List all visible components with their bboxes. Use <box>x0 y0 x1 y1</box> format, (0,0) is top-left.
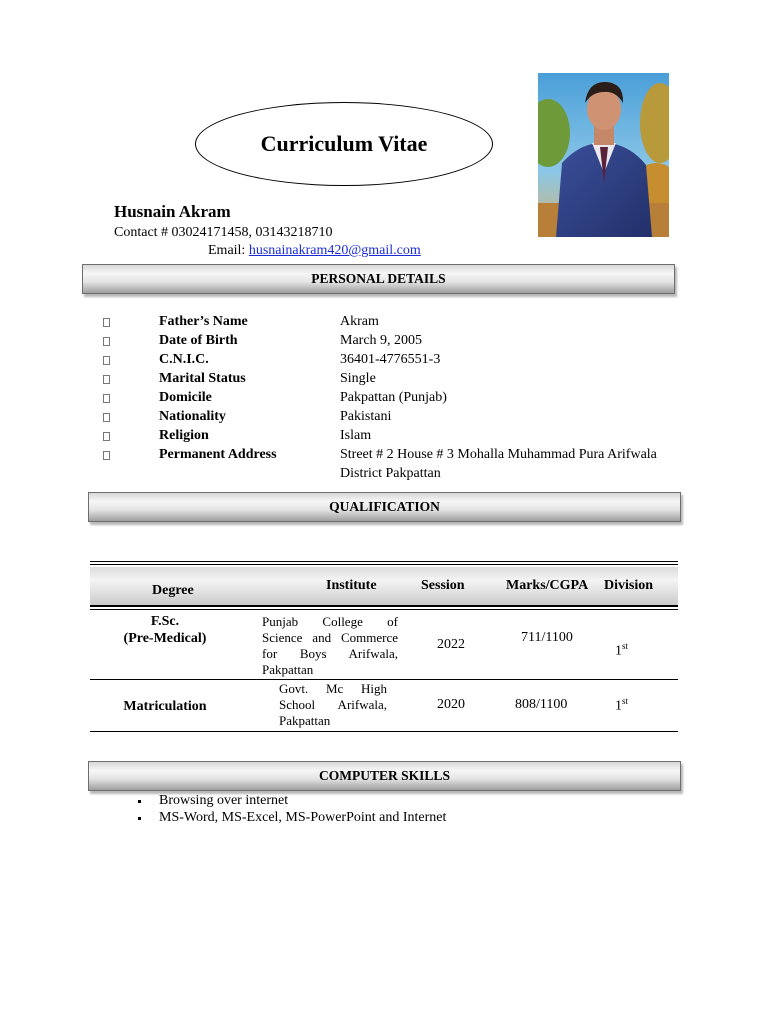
checkbox-bullet-icon <box>103 394 110 403</box>
table-rule <box>90 679 678 680</box>
detail-label: Father’s Name <box>159 314 248 329</box>
page-title: Curriculum Vitae <box>260 131 428 156</box>
checkbox-bullet-icon <box>103 413 110 422</box>
marks-cell: 711/1100 <box>521 630 573 645</box>
header-session: Session <box>421 578 465 593</box>
institute-cell: Govt. Mc High School Arifwala, Pakpattan <box>279 681 387 728</box>
detail-label: Permanent Address <box>159 447 277 462</box>
checkbox-bullet-icon <box>103 432 110 441</box>
skill-item: Browsing over internet <box>136 792 446 809</box>
qualification-table <box>90 561 678 733</box>
section-personal-title: PERSONAL DETAILS <box>311 271 446 286</box>
skills-list <box>136 792 446 826</box>
session-cell: 2020 <box>437 697 465 712</box>
contact-numbers: 03024171458, 03143218710 <box>171 225 333 240</box>
detail-value: Street # 2 House # 3 Mohalla Muhammad Pura Arifwala <box>340 447 657 462</box>
division-value: 1 <box>615 698 622 714</box>
detail-label: Nationality <box>159 409 226 424</box>
degree-cell <box>90 613 240 647</box>
profile-photo <box>538 73 669 237</box>
table-rule <box>90 564 678 565</box>
session-cell: 2022 <box>437 637 465 652</box>
degree-line1: F.Sc. <box>150 614 180 629</box>
table-rule <box>90 731 678 732</box>
detail-value: Islam <box>340 428 372 443</box>
header-degree: Degree <box>152 583 194 598</box>
detail-label: Domicile <box>159 390 212 405</box>
detail-value: Pakpattan (Punjab) <box>340 390 447 405</box>
detail-label: Religion <box>159 428 209 443</box>
degree-line2: (Pre-Medical) <box>123 631 207 646</box>
section-computer-skills <box>88 761 681 791</box>
section-skills-title: COMPUTER SKILLS <box>319 768 450 783</box>
degree-cell: Matriculation <box>123 699 207 714</box>
detail-label: C.N.I.C. <box>159 352 209 367</box>
email-label: Email: <box>208 243 249 258</box>
division-suffix: st <box>622 696 629 706</box>
header-division: Division <box>604 578 654 593</box>
checkbox-bullet-icon <box>103 356 110 365</box>
skill-item: MS-Word, MS-Excel, MS-PowerPoint and Internet <box>136 809 446 826</box>
section-qualification <box>88 492 681 522</box>
contact-prefix: Contact # <box>114 225 172 240</box>
section-qualification-title: QUALIFICATION <box>329 499 440 514</box>
email-line <box>208 243 421 259</box>
checkbox-bullet-icon <box>103 451 110 460</box>
detail-value: Akram <box>340 314 379 329</box>
checkbox-bullet-icon <box>103 318 110 327</box>
marks-cell: 808/1100 <box>515 697 568 712</box>
checkbox-bullet-icon <box>103 375 110 384</box>
section-personal-details <box>82 264 675 294</box>
table-rule <box>90 609 678 610</box>
division-cell <box>615 641 628 660</box>
detail-label: Date of Birth <box>159 333 238 348</box>
institute-cell: Punjab College of Science and Commerce for Boys Arifwala, Pakpattan <box>262 614 398 677</box>
division-suffix: st <box>622 641 629 651</box>
profile-photo-image <box>538 73 669 237</box>
title-ellipse <box>195 102 493 186</box>
detail-value-line2: District Pakpattan <box>340 466 441 481</box>
candidate-name: Husnain Akram <box>114 202 231 221</box>
table-header <box>90 567 678 605</box>
detail-value: March 9, 2005 <box>340 333 423 348</box>
email-link[interactable]: husnainakram420@gmail.com <box>248 243 421 258</box>
detail-value: Single <box>340 371 376 386</box>
detail-value: 36401-4776551-3 <box>340 352 441 367</box>
detail-label: Marital Status <box>159 371 246 386</box>
header-marks: Marks/CGPA <box>506 578 589 593</box>
table-rule <box>90 605 678 607</box>
detail-value: Pakistani <box>340 409 392 424</box>
table-rule <box>90 561 678 562</box>
checkbox-bullet-icon <box>103 337 110 346</box>
header-institute: Institute <box>326 578 377 593</box>
contact-line <box>114 225 333 241</box>
division-value: 1 <box>615 643 622 659</box>
division-cell <box>615 696 628 715</box>
